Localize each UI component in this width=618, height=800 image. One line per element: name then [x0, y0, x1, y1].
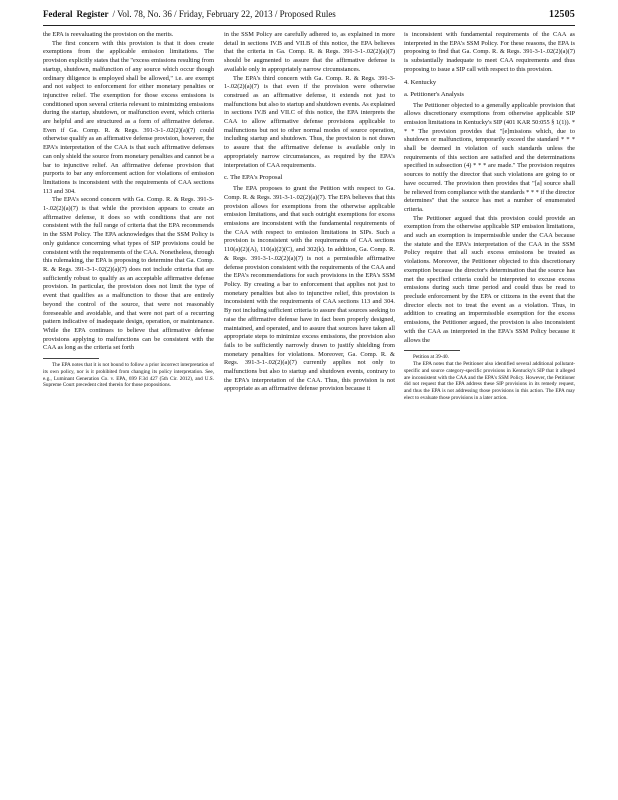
- footnote-rule: [404, 350, 460, 351]
- header-issue-info: / Vol. 78, No. 36 / Friday, February 22, 2013 / Proposed Rules: [112, 9, 336, 19]
- page-number: 12505: [549, 9, 575, 20]
- paragraph: is inconsistent with fundamental requirements of the CAA as interpreted in the EPA's SSM Policy. For these reasons, the EPA is proposing to find that Ga. Comp. R. & Regs. 391-3-1-.02(2)(a)(7) is substantially inadequate to meet CAA requirements and thus proposing to issue a SIP call with respect to this provision.: [404, 31, 575, 73]
- footnote: The EPA notes that the Petitioner also identified several additional pollutant-specific and source category-specific provisions in Kentucky's SIP that it alleged are inconsistent with the CAA and the EPA's SSM Policy. However, the Petitioner did not request that the EPA address these SIP provisions in its remedy request, and thus the EPA is not addressing those provisions in this action. The EPA may elect to evaluate those provisions in a later action.: [404, 361, 575, 401]
- column-3: [404, 31, 575, 402]
- column-2: [224, 31, 395, 394]
- subsection-heading: a. Petitioner's Analysis: [404, 90, 464, 98]
- paragraph: The Petitioner objected to a generally applicable provision that allows discretionary exemptions from otherwise applicable SIP emission limitations in Kentucky's SIP (401 KAR 50:055 § 1(1)). * * * The provision provides that "[e]missions which, due to shutdown or malfunctions, temporarily exceed the standard * * * shall be deemed in violation of such standards unless the requirements of this section are satisfied and the determinations specified in subsection (4) * * * are made." The provision requires sources to notify the director that such violations are going to or have occurred. The provision then provides that "[a] source shall be relieved from compliance with the standards * * * if the director determines" that the source has met a number of enumerated criteria.: [404, 101, 575, 213]
- column-1: [43, 31, 214, 389]
- paragraph: The Petitioner argued that this provision could provide an exemption from the otherwise applicable SIP emission limitations, and such an exemption is impermissible under the CAA because the statute and the EPA's interpretation of the CAA in the SSM Policy require that all such excess emissions be treated as violations. Moreover, the Petitioner objected to this discretionary exemption because the director's determination that the source has met the specified criteria could be interpreted to excuse excess emissions during such time period and could thus be read to preclude enforcement by the EPA or citizens in the event that the director elects not to treat the event as a violation. Thus, in addition to creating an impermissible exemption for the excess emissions, the Petitioner argued, the provision is also inconsistent with the CAA as interpreted in the EPA's SSM Policy because it allows the: [404, 214, 575, 344]
- paragraph: the EPA is reevaluating the provision on the merits.: [43, 31, 174, 38]
- section-heading: c. The EPA's Proposal: [224, 174, 283, 182]
- paragraph: The EPA's third concern with Ga. Comp. R. & Regs. 391-3-1-.02(2)(a)(7) is that even if the provision were otherwise construed as an affirmative defense, it extends not just to malfunctions but also to startup and shutdown events. As explained in sections IV.B and VII.C of this notice, the EPA interprets the CAA to allow affirmative defense provisions applicable to malfunctions but not to other normal modes of source operation, including startup and shutdown. Thus, the provision is not drawn to assure that the affirmative defense is available only in appropriately narrow circumstances, as required by the EPA's interpretation of CAA requirements.: [224, 74, 395, 169]
- footnote: Petition at 39-40.: [413, 354, 449, 361]
- header-rule: [43, 25, 575, 26]
- section-heading: 4. Kentucky: [404, 78, 437, 86]
- paragraph: in the SSM Policy are carefully adhered to, as explained in more detail in sections IV.B and VII.B of this notice, the EPA believes that the criteria in Ga. Comp. R. & Regs. 391-3-1-.02(2)(a)(7) should be augmented to assure that the affirmative defense is available only in appropriately narrow circumstances.: [224, 31, 395, 73]
- footnote: The EPA notes that it is not bound to follow a prior incorrect interpretation of its own policy, nor is it prohibited from changing its policy interpretation. See, e.g., Luminant Generation Co. v. EPA, 699 F.3d 427 (5th Cir. 2012), and U.S. Supreme Court precedent cited therein for those propositions.: [43, 362, 214, 389]
- header-register: Register: [76, 9, 109, 19]
- header-citation: [43, 9, 336, 19]
- paragraph: The first concern with this provision is that it does create exemptions from the applicable emission limitations. The provision explicitly states that the "excess emissions resulting from startup, shutdown, malfunction of any source which occur though ordinary diligence is employed shall be allowed," i.e. are exempt and not subject to enforcement for either monetary penalties or injunctive relief. The exemption for those excess emissions is conditioned upon several criteria relevant to minimizing emissions during the startup, shutdown, or malfunction event, which criteria are helpful and are structured as a form of affirmative defense. Even if Ga. Comp. R. & Regs. 391-3-1-.02(2)(a)(7) could otherwise qualify as an affirmative defense provision, however, the EPA's interpretation of the CAA is that such affirmative defenses can only shield the source from monetary penalties and cannot be a bar to injunctive relief. An affirmative defense provision that purports to bar any enforcement action for violations of emission limitations is inconsistent with the requirements of CAA sections 113 and 304.: [43, 39, 214, 195]
- paragraph: The EPA proposes to grant the Petition with respect to Ga. Comp. R. & Regs. 391-3-1-.02(2)(a)(7). The EPA believes that this provision allows for exemptions from the otherwise applicable emission limitations, and that such outright exemptions for excess emissions are inconsistent with the fundamental requirements of the CAA with respect to emission limitations in SIPs. Such a provision is inconsistent with the requirements of CAA sections 110(a)(2)(A), 110(a)(2)(C), and 302(k). In addition, Ga. Comp. R. & Regs. 391-3-1-.02(2)(a)(7) is not a permissible affirmative defense provision consistent with the requirements of the CAA and the EPA's recommendations for such provisions in the EPA's SSM Policy. By creating a bar to enforcement that applies not just to monetary penalties but also to injunctive relief, this provision is inconsistent with the requirements of CAA sections 113 and 304. By not including sufficient criteria to assure that sources seeking to raise the affirmative defense have in fact been properly designed, maintained, and operated, and to assure that sources have taken all appropriate steps to minimize excess emissions, the provision also fails to be sufficiently narrowly drawn to justify shielding from monetary penalties for violations. Moreover, Ga. Comp. R. & Regs. 391-3-1-.02(2)(a)(7) currently applies not only to malfunctions but also to startup and shutdown events, contrary to the EPA's interpretation of the CAA. Thus, this provision is not appropriate as an affirmative defense provision because it: [224, 185, 395, 393]
- paragraph: The EPA's second concern with Ga. Comp. R. & Regs. 391-3-1-.02(2)(a)(7) is that while the provision appears to create an affirmative defense, it does so with conditions that are not consistent with the full range of criteria that the EPA recommends in the SSM Policy. The EPA acknowledges that the SSM Policy is only guidance concerning what types of SIP provisions could be consistent with the requirements of the CAA. Nonetheless, through this rulemaking, the EPA is proposing to determine that Ga. Comp. R. & Regs. 391-3-1-.02(2)(a)(7) does not include criteria that are sufficiently robust to qualify as an acceptable affirmative defense provision. In particular, the provision does not limit the type of event that qualifies as a malfunction to those that are entirely beyond the control of the source, that were not reasonably foreseeable and avoidable, and that were not part of a recurring pattern indicative of inadequate design, operation, or maintenance. While the EPA continues to believe that affirmative defense provisions applying to malfunctions can be consistent with the CAA as long as the criteria set forth: [43, 196, 214, 352]
- header-federal: Federal: [43, 9, 73, 19]
- footnote-rule: [43, 358, 99, 359]
- page-header: [43, 9, 575, 23]
